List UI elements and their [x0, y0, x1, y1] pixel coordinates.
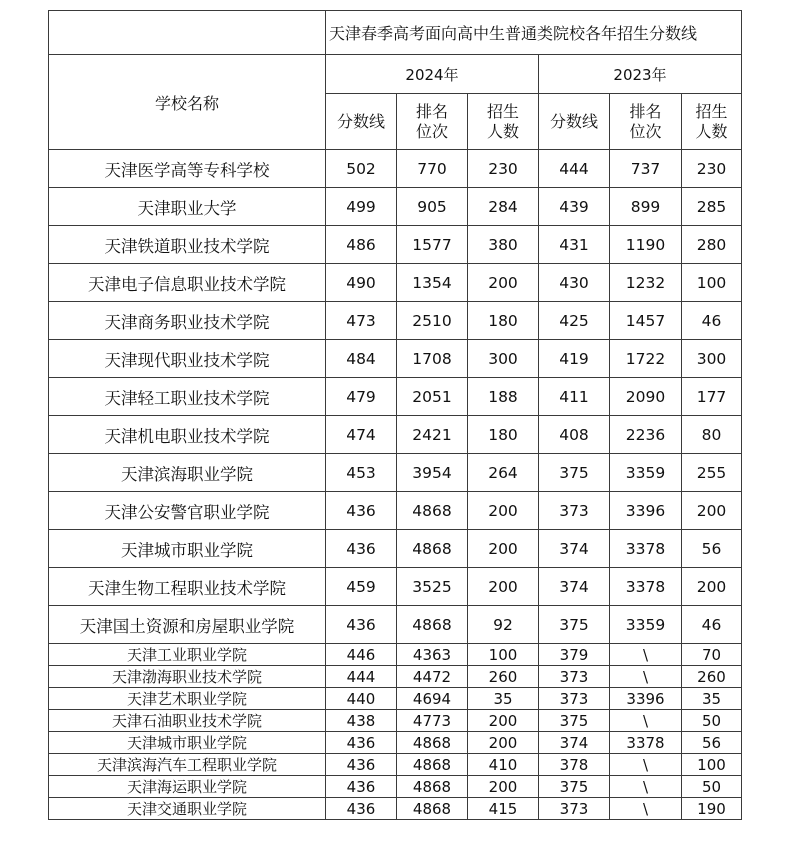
- rank-2024-cell[interactable]: 4694: [397, 688, 468, 710]
- rank-2024-cell[interactable]: 4868: [397, 732, 468, 754]
- rank-2023-cell[interactable]: 3396: [610, 688, 682, 710]
- enroll-2024-cell[interactable]: 200: [468, 776, 539, 798]
- rank-2023-cell[interactable]: 1232: [610, 264, 682, 302]
- table-row: [49, 454, 742, 492]
- rank-2023-cell[interactable]: 3378: [610, 568, 682, 606]
- rank-2024-cell[interactable]: 3954: [397, 454, 468, 492]
- table-row: [49, 732, 742, 754]
- rank-header-line2: 位次: [629, 121, 662, 141]
- school-name-cell[interactable]: 天津石油职业技术学院: [49, 710, 326, 732]
- enroll-2024-cell[interactable]: 188: [468, 378, 539, 416]
- enroll-header-2023[interactable]: [682, 94, 742, 150]
- score-2024-cell[interactable]: 453: [326, 454, 397, 492]
- enroll-2024-cell[interactable]: 200: [468, 264, 539, 302]
- score-2024-cell[interactable]: 436: [326, 530, 397, 568]
- rank-2024-cell[interactable]: 4868: [397, 798, 468, 820]
- score-2024-cell[interactable]: 502: [326, 150, 397, 188]
- corner-cell[interactable]: [49, 11, 326, 55]
- table-row: [49, 666, 742, 688]
- school-name-cell[interactable]: 天津商务职业技术学院: [49, 302, 326, 340]
- year-2024-header[interactable]: 2024年: [326, 55, 539, 94]
- score-2023-cell[interactable]: 375: [539, 606, 610, 644]
- school-name-cell[interactable]: 天津交通职业学院: [49, 798, 326, 820]
- school-name-cell[interactable]: 天津公安警官职业学院: [49, 492, 326, 530]
- enroll-2024-cell[interactable]: 200: [468, 732, 539, 754]
- score-2023-cell[interactable]: 411: [539, 378, 610, 416]
- enroll-2023-cell[interactable]: 35: [682, 688, 742, 710]
- table-row: [49, 530, 742, 568]
- score-2023-cell[interactable]: 373: [539, 666, 610, 688]
- table-row: [49, 492, 742, 530]
- score-2024-cell[interactable]: 459: [326, 568, 397, 606]
- enroll-2024-cell[interactable]: 35: [468, 688, 539, 710]
- score-2023-cell[interactable]: 374: [539, 732, 610, 754]
- enroll-2023-cell[interactable]: 100: [682, 264, 742, 302]
- enroll-2023-cell[interactable]: 50: [682, 710, 742, 732]
- rank-2023-cell[interactable]: \: [610, 710, 682, 732]
- school-name-cell[interactable]: 天津职业大学: [49, 188, 326, 226]
- table-row: [49, 688, 742, 710]
- rank-2024-cell[interactable]: 4868: [397, 492, 468, 530]
- school-name-header[interactable]: 学校名称: [49, 55, 326, 150]
- score-2023-cell[interactable]: 373: [539, 492, 610, 530]
- score-2024-cell[interactable]: 486: [326, 226, 397, 264]
- score-2024-cell[interactable]: 436: [326, 732, 397, 754]
- rank-2024-cell[interactable]: 2051: [397, 378, 468, 416]
- score-2023-cell[interactable]: 375: [539, 454, 610, 492]
- enroll-2023-cell[interactable]: 280: [682, 226, 742, 264]
- enroll-2024-cell[interactable]: 92: [468, 606, 539, 644]
- score-2024-cell[interactable]: 490: [326, 264, 397, 302]
- table-title[interactable]: 天津春季高考面向高中生普通类院校各年招生分数线: [326, 11, 742, 55]
- score-table-sheet: [48, 10, 742, 820]
- school-name-cell[interactable]: 天津城市职业学院: [49, 530, 326, 568]
- rank-2024-cell[interactable]: 2421: [397, 416, 468, 454]
- score-2024-cell[interactable]: 440: [326, 688, 397, 710]
- enroll-2023-cell[interactable]: 46: [682, 606, 742, 644]
- score-2023-cell[interactable]: 408: [539, 416, 610, 454]
- rank-2024-cell[interactable]: 1354: [397, 264, 468, 302]
- enroll-2024-cell[interactable]: 180: [468, 302, 539, 340]
- table-row: [49, 568, 742, 606]
- score-2023-cell[interactable]: 373: [539, 798, 610, 820]
- enroll-header-line1: 招生: [695, 101, 728, 121]
- rank-2023-cell[interactable]: \: [610, 666, 682, 688]
- school-name-cell[interactable]: 天津机电职业技术学院: [49, 416, 326, 454]
- table-row: [49, 340, 742, 378]
- rank-2024-cell[interactable]: 4868: [397, 530, 468, 568]
- score-2024-cell[interactable]: 436: [326, 754, 397, 776]
- score-2023-cell[interactable]: 374: [539, 568, 610, 606]
- enroll-2023-cell[interactable]: 70: [682, 644, 742, 666]
- score-header-2024[interactable]: 分数线: [326, 94, 397, 150]
- enroll-2023-cell[interactable]: 177: [682, 378, 742, 416]
- rank-2024-cell[interactable]: 3525: [397, 568, 468, 606]
- rank-2024-cell[interactable]: 905: [397, 188, 468, 226]
- enroll-header-2024[interactable]: [468, 94, 539, 150]
- score-2023-cell[interactable]: 439: [539, 188, 610, 226]
- rank-2023-cell[interactable]: 737: [610, 150, 682, 188]
- table-row: [49, 226, 742, 264]
- school-name-cell[interactable]: 天津海运职业学院: [49, 776, 326, 798]
- score-2024-cell[interactable]: 446: [326, 644, 397, 666]
- table-row: [49, 606, 742, 644]
- school-name-cell[interactable]: 天津滨海汽车工程职业学院: [49, 754, 326, 776]
- enroll-2023-cell[interactable]: 190: [682, 798, 742, 820]
- score-table: [48, 10, 742, 820]
- rank-2023-cell[interactable]: 2236: [610, 416, 682, 454]
- rank-2024-cell[interactable]: 1577: [397, 226, 468, 264]
- score-2023-cell[interactable]: 373: [539, 688, 610, 710]
- score-2023-cell[interactable]: 444: [539, 150, 610, 188]
- enroll-header-line2: 人数: [695, 121, 728, 141]
- score-2024-cell[interactable]: 479: [326, 378, 397, 416]
- score-2023-cell[interactable]: 375: [539, 776, 610, 798]
- enroll-2023-cell[interactable]: 260: [682, 666, 742, 688]
- score-2023-cell[interactable]: 430: [539, 264, 610, 302]
- enroll-2024-cell[interactable]: 100: [468, 644, 539, 666]
- enroll-2024-cell[interactable]: 180: [468, 416, 539, 454]
- score-2024-cell[interactable]: 436: [326, 492, 397, 530]
- rank-2023-cell[interactable]: 1457: [610, 302, 682, 340]
- enroll-2023-cell[interactable]: 230: [682, 150, 742, 188]
- score-2024-cell[interactable]: 436: [326, 776, 397, 798]
- school-name-cell[interactable]: 天津生物工程职业技术学院: [49, 568, 326, 606]
- enroll-2023-cell[interactable]: 56: [682, 530, 742, 568]
- rank-header-line2: 位次: [415, 121, 448, 141]
- enroll-header-line2: 人数: [486, 121, 519, 141]
- rank-header-line1: 排名: [415, 101, 448, 121]
- enroll-2023-cell[interactable]: 255: [682, 454, 742, 492]
- table-row: [49, 754, 742, 776]
- school-name-cell[interactable]: 天津国土资源和房屋职业学院: [49, 606, 326, 644]
- rank-2023-cell[interactable]: 3396: [610, 492, 682, 530]
- rank-2024-cell[interactable]: 1708: [397, 340, 468, 378]
- school-name-cell[interactable]: 天津滨海职业学院: [49, 454, 326, 492]
- rank-2024-cell[interactable]: 4868: [397, 776, 468, 798]
- rank-2024-cell[interactable]: 2510: [397, 302, 468, 340]
- score-2024-cell[interactable]: 444: [326, 666, 397, 688]
- score-2023-cell[interactable]: 378: [539, 754, 610, 776]
- rank-2023-cell[interactable]: 1722: [610, 340, 682, 378]
- score-2023-cell[interactable]: 419: [539, 340, 610, 378]
- school-name-cell[interactable]: 天津医学高等专科学校: [49, 150, 326, 188]
- score-2024-cell[interactable]: 499: [326, 188, 397, 226]
- score-2024-cell[interactable]: 438: [326, 710, 397, 732]
- school-name-cell[interactable]: 天津艺术职业学院: [49, 688, 326, 710]
- school-name-cell[interactable]: 天津工业职业学院: [49, 644, 326, 666]
- table-row: [49, 302, 742, 340]
- score-2024-cell[interactable]: 474: [326, 416, 397, 454]
- table-row: [49, 710, 742, 732]
- score-2023-cell[interactable]: 374: [539, 530, 610, 568]
- school-name-cell[interactable]: 天津现代职业技术学院: [49, 340, 326, 378]
- score-2024-cell[interactable]: 473: [326, 302, 397, 340]
- enroll-2023-cell[interactable]: 300: [682, 340, 742, 378]
- enroll-2024-cell[interactable]: 415: [468, 798, 539, 820]
- score-2023-cell[interactable]: 425: [539, 302, 610, 340]
- table-row: [49, 798, 742, 820]
- enroll-2024-cell[interactable]: 200: [468, 492, 539, 530]
- table-row: [49, 264, 742, 302]
- enroll-2023-cell[interactable]: 200: [682, 568, 742, 606]
- enroll-2023-cell[interactable]: 56: [682, 732, 742, 754]
- enroll-2024-cell[interactable]: 284: [468, 188, 539, 226]
- rank-2024-cell[interactable]: 4472: [397, 666, 468, 688]
- enroll-2023-cell[interactable]: 100: [682, 754, 742, 776]
- enroll-2024-cell[interactable]: 264: [468, 454, 539, 492]
- enroll-2024-cell[interactable]: 200: [468, 530, 539, 568]
- school-name-cell[interactable]: 天津轻工职业技术学院: [49, 378, 326, 416]
- enroll-2023-cell[interactable]: 46: [682, 302, 742, 340]
- rank-2023-cell[interactable]: \: [610, 644, 682, 666]
- score-2023-cell[interactable]: 379: [539, 644, 610, 666]
- enroll-2024-cell[interactable]: 300: [468, 340, 539, 378]
- school-name-cell[interactable]: 天津铁道职业技术学院: [49, 226, 326, 264]
- score-2023-cell[interactable]: 375: [539, 710, 610, 732]
- enroll-2024-cell[interactable]: 200: [468, 568, 539, 606]
- school-name-cell[interactable]: 天津城市职业学院: [49, 732, 326, 754]
- rank-2023-cell[interactable]: 3378: [610, 732, 682, 754]
- rank-2024-cell[interactable]: 4868: [397, 606, 468, 644]
- rank-2024-cell[interactable]: 4868: [397, 754, 468, 776]
- table-row: [49, 188, 742, 226]
- score-2024-cell[interactable]: 484: [326, 340, 397, 378]
- score-2024-cell[interactable]: 436: [326, 606, 397, 644]
- rank-2023-cell[interactable]: 2090: [610, 378, 682, 416]
- score-2024-cell[interactable]: 436: [326, 798, 397, 820]
- enroll-header-line1: 招生: [486, 101, 519, 121]
- school-name-cell[interactable]: 天津渤海职业技术学院: [49, 666, 326, 688]
- table-row: [49, 150, 742, 188]
- table-row: [49, 378, 742, 416]
- rank-2023-cell[interactable]: 3359: [610, 606, 682, 644]
- enroll-2024-cell[interactable]: 410: [468, 754, 539, 776]
- table-row: [49, 416, 742, 454]
- rank-2023-cell[interactable]: \: [610, 776, 682, 798]
- rank-header-2024[interactable]: [397, 94, 468, 150]
- rank-header-line1: 排名: [629, 101, 662, 121]
- enroll-2024-cell[interactable]: 230: [468, 150, 539, 188]
- rank-2024-cell[interactable]: 770: [397, 150, 468, 188]
- table-row: [49, 776, 742, 798]
- rank-2023-cell[interactable]: 1190: [610, 226, 682, 264]
- rank-2024-cell[interactable]: 4773: [397, 710, 468, 732]
- rank-2023-cell[interactable]: \: [610, 754, 682, 776]
- rank-header-2023[interactable]: [610, 94, 682, 150]
- enroll-2024-cell[interactable]: 260: [468, 666, 539, 688]
- rank-2023-cell[interactable]: 3359: [610, 454, 682, 492]
- year-2023-header[interactable]: 2023年: [539, 55, 742, 94]
- enroll-2023-cell[interactable]: 50: [682, 776, 742, 798]
- rank-2023-cell[interactable]: \: [610, 798, 682, 820]
- rank-2023-cell[interactable]: 3378: [610, 530, 682, 568]
- enroll-2023-cell[interactable]: 285: [682, 188, 742, 226]
- table-row: [49, 644, 742, 666]
- score-2023-cell[interactable]: 431: [539, 226, 610, 264]
- rank-2024-cell[interactable]: 4363: [397, 644, 468, 666]
- enroll-2024-cell[interactable]: 200: [468, 710, 539, 732]
- rank-2023-cell[interactable]: 899: [610, 188, 682, 226]
- enroll-2024-cell[interactable]: 380: [468, 226, 539, 264]
- score-header-2023[interactable]: 分数线: [539, 94, 610, 150]
- enroll-2023-cell[interactable]: 200: [682, 492, 742, 530]
- enroll-2023-cell[interactable]: 80: [682, 416, 742, 454]
- school-name-cell[interactable]: 天津电子信息职业技术学院: [49, 264, 326, 302]
